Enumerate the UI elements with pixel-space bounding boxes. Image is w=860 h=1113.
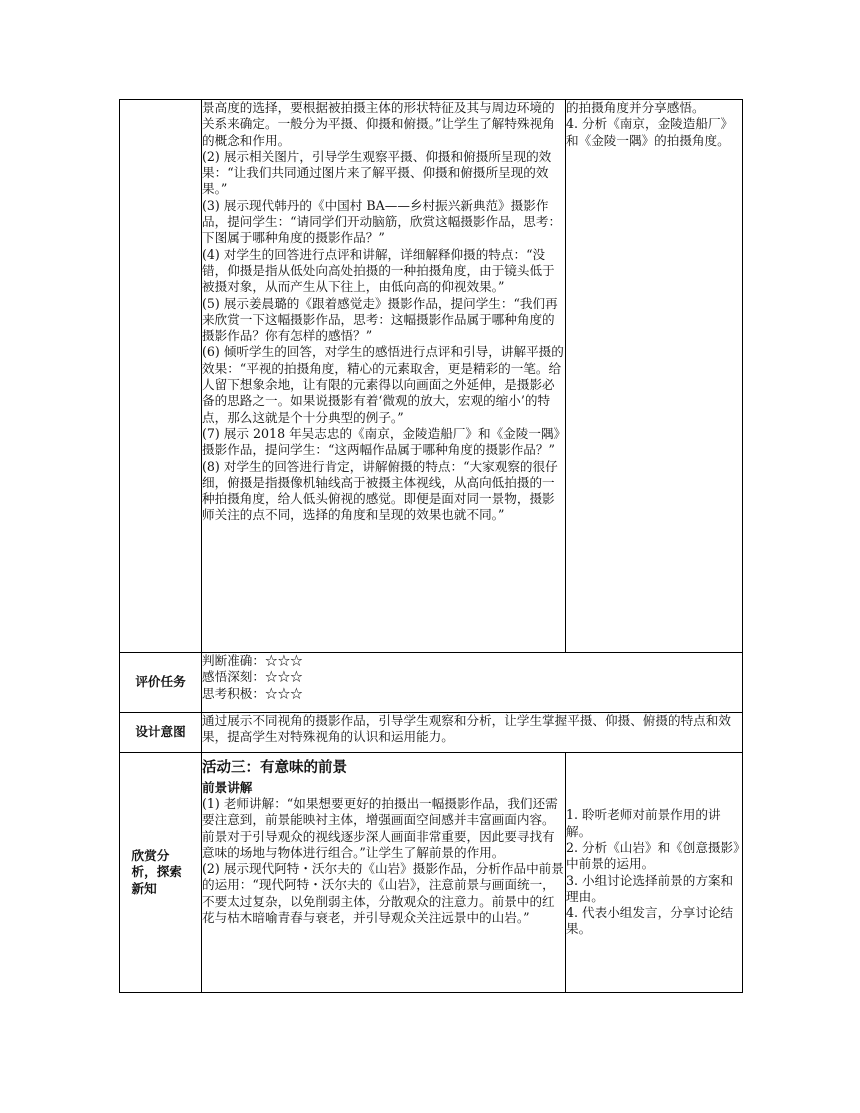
activity3-paragraph: (1) 老师讲解：“如果想要更好的拍摄出一幅摄影作品，我们还需要注意到，前景能映衬主体，增强画面空间感并丰富画面内容。前景对于引导观众的视线逐步深人画面非常重要，因此要寻找有意味的场地与物体进行组合。”让学生了解前景的作用。 — [202, 796, 558, 860]
activity2-paragraph: (6) 倾听学生的回答，对学生的感悟进行点评和引导，讲解平摄的效果：“平视的拍摄角度，精心的元素取舍，更是精彩的一笔。给人留下想象余地，让有限的元素得以向画面之外延伸，是摄影必备的思路之一。如果说摄影有着‘微观的放大，宏观的缩小’的特点，那么这就是个十分典型的例子。” — [202, 344, 564, 425]
lesson-plan-table — [119, 99, 743, 993]
activity3-content-cell — [202, 753, 566, 993]
activity3-student-item: 3. 小组讨论选择前景的方案和理由。 — [566, 872, 734, 904]
activity3-title: 活动三：有意味的前景 — [202, 760, 347, 776]
design-intent-label-cell — [120, 713, 202, 753]
activity2-paragraph: (4) 对学生的回答进行点评和讲解，详细解释仰摄的特点：“没错，仰摄是指从低处向高处拍摄的一种拍摄角度，由于镜头低于被摄对象，从而产生从下往上，由低向高的仰视效果。” — [202, 246, 555, 295]
activity3-row — [120, 753, 743, 993]
activity3-student-cell — [566, 753, 743, 993]
activity2-student-item: 4. 分析《南京，金陵造船厂》和《金陵一隅》的拍摄角度。 — [566, 116, 734, 148]
activity2-paragraph: (5) 展示姜晨璐的《跟着感觉走》摄影作品，提问学生：“我们再来欣赏一下这幅摄影作品，思考：这幅摄影作品属于哪种角度的摄影作品？你有怎样的感悟？” — [202, 295, 558, 344]
activity2-label-cell — [120, 100, 202, 653]
design-intent-content-cell — [202, 713, 743, 753]
activity2-content-cell — [202, 100, 566, 653]
design-intent-text: 通过展示不同视角的摄影作品，引导学生观察和分析，让学生掌握平摄、仰摄、俯摄的特点和效果，提高学生对特殊视角的认识和运用能力。 — [202, 713, 731, 745]
activity3-label-cell — [120, 753, 202, 993]
activity2-paragraph: 景高度的选择，要根据被拍摄主体的形状特征及其与周边环境的关系来确定。一般分为平摄、仰摄和俯摄。”让学生了解特殊视角的概念和作用。 — [202, 100, 555, 148]
design-intent-row — [120, 713, 743, 753]
activity2-paragraph: (8) 对学生的回答进行肯定，讲解俯摄的特点：“大家观察的很仔细，俯摄是指摄像机轴线高于被摄主体视线，从高向低拍摄的一种拍摄角度，给人低头俯视的感觉。即便是面对同一景物，摄影师关注的点不同，选择的角度和呈现的效果也就不同。” — [202, 458, 558, 523]
activity2-paragraph: (3) 展示现代韩丹的《中国村 BA——乡村振兴新典范》摄影作品，提问学生：“请同学们开动脑筋，欣赏这幅摄影作品，思考：下图属于哪种角度的摄影作品？” — [202, 197, 562, 246]
activity3-student-item: 4. 代表小组发言，分享讨论结果。 — [566, 905, 734, 937]
activity3-student-item: 2. 分析《山岩》和《创意摄影》中前景的运用。 — [566, 839, 740, 872]
evaluation-item: 判断准确：☆☆☆ — [202, 653, 303, 668]
evaluation-content-cell — [202, 653, 743, 713]
activity2-paragraph: (7) 展示 2018 年吴志忠的《南京，金陵造船厂》和《金陵一隅》摄影作品，提问学生：“这两幅作品属于哪种角度的摄影作品？” — [202, 425, 560, 458]
activity3-label: 欣赏分析，探索新知 — [131, 848, 182, 896]
evaluation-row — [120, 653, 743, 713]
activity3-student-item: 1. 聆听老师对前景作用的讲解。 — [566, 807, 721, 839]
activity3-subhead: 前景讲解 — [202, 780, 253, 795]
evaluation-label-cell — [120, 653, 202, 713]
activity2-row — [120, 100, 743, 653]
evaluation-item: 思考积极：☆☆☆ — [202, 685, 303, 701]
evaluation-label: 评价任务 — [135, 674, 186, 690]
activity2-student-cell — [566, 100, 743, 653]
activity3-paragraph: (2) 展示现代阿特・沃尔夫的《山岩》摄影作品，分析作品中前景的运用：“现代阿特・沃尔夫的《山岩》，注意前景与画面统一，不要太过复杂，以免削弱主体，分散观众的注意力。前景中的红花与枯木暗喻青春与衰老，并引导观众关注远景中的山岩。” — [202, 861, 564, 926]
design-intent-label: 设计意图 — [135, 724, 186, 740]
activity2-paragraph: (2) 展示相关图片，引导学生观察平摄、仰摄和俯摄所呈现的效果：“让我们共同通过图片来了解平摄、仰摄和俯摄所呈现的效果。” — [202, 148, 552, 197]
activity2-student-item: 的拍摄角度并分享感悟。 — [566, 100, 705, 115]
evaluation-item: 感悟深刻：☆☆☆ — [202, 669, 303, 685]
